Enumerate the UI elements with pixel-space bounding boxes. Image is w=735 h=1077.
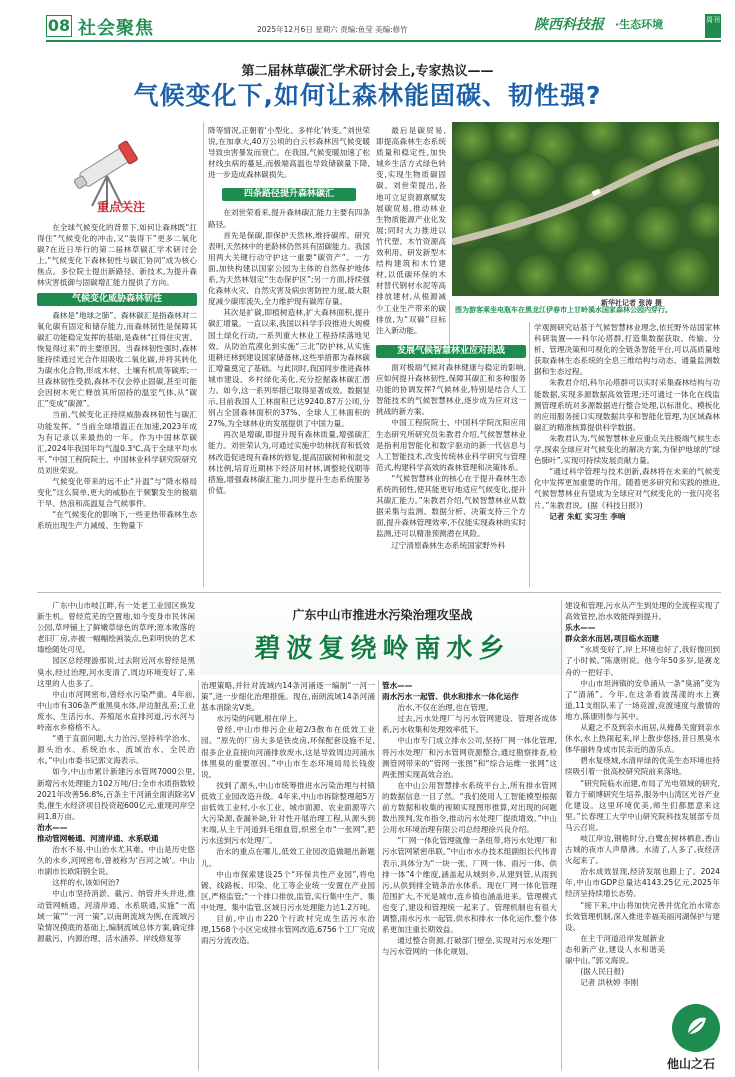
paragraph: 过去,污水处理厂与污水管网建设、管理各成体系,污水收集和处理效率低下。 [382, 714, 557, 735]
subhead: 群众亲水而居,项目临水而建 [565, 634, 660, 644]
paragraph: 建设和管理,污水从产生到处理的全流程实现了高效管控,治水效能得到提升。 [565, 601, 720, 622]
paragraph: 治水不易,中山治水尤其难。中山是历史悠久的水乡,河网密布,曾被称为‘百河之城’。中山市副市长欧阳钢全说。 [37, 845, 195, 877]
column-divider [378, 680, 379, 1070]
article2-column-4 [565, 600, 720, 1070]
subhead-banner: 气候变化威胁森林韧性 [37, 293, 197, 306]
column-divider [561, 600, 562, 1070]
paragraph: 中山市河网密布,曾经水污染严重。4年前,中山市有306条严重黑臭水体,岸边脏乱差;工业废水、生活污水、养殖尾水直排河道,污水河与岭南水乡格格不入。 [37, 689, 195, 733]
article-divider [37, 592, 721, 593]
paragraph: 水污染的问题,根在岸上。 [216, 714, 303, 724]
article2-kicker: 广东中山市推进水污染治理攻坚战 [292, 608, 473, 622]
paragraph: 找到了源头,中山市统筹推进水污染治理与村镇低效工业园改造升级。4年来,中山市拆除整理超5万亩低效工业村,小水工业、城市面源、农业面源等六大污染源,查漏补缺,针对性开展治理工程,从源头到末端,从主干河道到毛细血管,织密全市“一张网”,把污水送到污水处理厂。 [201, 780, 375, 846]
paragraph: 治水的重点在哪儿,低效工业园改造做题出新题儿。 [201, 847, 375, 868]
subhead: 推动管网畅通、河清岸通、水系联通 [37, 833, 159, 843]
paragraph: (据人民日报) [580, 967, 625, 977]
paragraph: “在气候变化的影响下,一些亚热带森林生态系统出现生产力减缓、生物量下 [37, 510, 197, 531]
paragraph: “水质变好了,岸上环境也好了,我好像回到了小时候。”陈康则说。他今年50多岁,是赛龙舟的一把好手。 [565, 645, 720, 677]
paragraph: 首先是保碳,即保护天然林,维持碳库。研究表明,天然林中的老龄林仍然具有固碳能力。我国用两大关键行动守护这一重要“碳资产”。一方面,加快构建以国家公园为主体的自然保护地体系,为天然林划定“生态保护区”;另一方面,持续强化森林火灾、自然灾害及病虫害防控力度,最大限度减少碳库流失,全力维护现有碳库存量。 [208, 230, 370, 307]
subhead: 乐水—— [565, 623, 596, 633]
paragraph: 朱教君介绍,科尔沁塔群可以实时采集森林结构与功能数据,实现多源数据高效管理;还可通过一体化在线监测管理系统对多源数据进行整合处理,以标准化、模板化的应用服务接口实现数据共享和智能化管理,为区域森林碳汇的精准核算提供科学数据。 [534, 378, 720, 432]
focus-tag: 重点关注 [97, 200, 146, 214]
paragraph: “研究院临水而建,布局了光电领域的研究,着力于硕博研究生培养,服务中山湾区光谷产业化建设。这里环境优美,师生们都愿意来这里。”长春理工大学中山研究院科技发展部专员马云召说。 [565, 778, 720, 832]
paragraph: 中山市坦洲镇的安阜涌从一条“臭涌”变为了“清涌”。今年,在这条看波荡漾的水上赛道,11支组队来了一场竞渡,竞渡速度与激情的地方,陈康则参与其中。 [565, 678, 720, 721]
paragraph: 如今,中山市累计新建污水管网7000公里,新增污水处理能力102万吨/日;全市水质指数较2021年改善56.8%,百条主干河涌全面消除劣V类,催生水经济项目投资超600亿元,重现河岸空间1.8万亩。 [37, 767, 195, 821]
paragraph: 再次是增碳,即提升现有森林质量,增强碳汇能力。刘世荣认为,可通过实施中幼林抚育和低效林改造促进现有森林的修复,提高固碳树种和混交林比例,培育近期林下经济用材林,调整轮伐期等措施,增强森林碳汇能力,同步提升生态系统服务价值。 [208, 430, 370, 495]
paragraph: 园区总经理游那说,过去附近河水曾经是黑臭水,经过治理,河水变清了,周边环境变好了,来这里的人也多了。 [37, 656, 195, 688]
paper-title: 陕西科技报 [534, 17, 604, 33]
paragraph: 从避之不及到亲水而居,从掩鼻关窗到亲水休水,水上热闹起来,岸上散步悠扬,昔日黑臭水体华丽转身成市民亲近的游乐点。 [565, 723, 720, 755]
paragraph: 面对极端气候对森林健康与稳定的影响,应如何提升森林韧性,保障其碳汇和多种服务功能的协调发挥?气候林业,特别是结合人工智能技术的气候智慧林业,逐步成为应对这一挑战的新方案。 [376, 363, 526, 417]
article1-column-1 [37, 222, 197, 587]
paragraph: “通过科学管理与技术创新,森林将在未来的气候变化中发挥更加重要的作用。随着更多研究和实践的推进,气候智慧林业有望成为全球应对气候变化的一张闪亮名片。”朱教君说。(据《科技日报》) [534, 467, 720, 510]
paragraph: “勇于直面问题,大力治污,坚持科学治水、源头治水、系统治水、流域治水、全民治水。”中山市委书记郭文海表示。 [37, 734, 195, 766]
paragraph: 中山市探索建设25个“环保共性产业园”,将电镀、线路板、印染、化工等企业统一安置在产业园区,严格监管;“一个排口排放,监管,实行集中生产、集中处理、集中监管,区域日污水处理能力达1.2万吨。 [201, 869, 375, 912]
paragraph: 当前,气候变化正持续威胁森林韧性与碳汇功能发挥。“当前全球增温正在加速,2023年成为有记录以来最热的一年。作为中国林草碳汇,2024年我国年均气温0.3℃,高于全球平均水平。”中国工程院院士、中国林业科学研究院研究员刘世荣说。 [37, 410, 197, 475]
article2-column-2 [201, 680, 375, 1070]
column-divider [198, 680, 199, 1070]
dateline: 2025年12月6日 星期六 责编:鱼莹 美编:修竹 [257, 25, 408, 34]
paragraph: “厂网一体化管理就像一条纽带,将污水处理厂和污水管网紧密串联。”中山市水办技术组副组长代伟青表示,具体分为“一块一张、厂网一体、雨污一体、供排一体”4个维度,涵盖起从城到乡,从建到管,从雨到污,从供到排全链条治水体系。现在厂网一体化管理范围扩大,不光是城市,连乡镇也涵盖进来。管理模式也变了,建设和管理统一起来了。管理机制也有很大调整,雨水污水一起管,供水和排水一体化运作,整个体系更加注重长期效益。 [382, 836, 557, 935]
article1-title: 气候变化下,如何让森林能固碳、韧性强? [133, 81, 602, 110]
article2-column-1 [37, 600, 195, 1070]
paragraph: 森林是“地球之肺”。森林碳汇是指森林对二氧化碳有固定和储存能力,而森林韧性是保障其碳汇功能稳定发挥的基础,是森林“扛得住灾害、恢复得过来”的主要原因。当森林韧性强时,森林能持续通过光合作用吸收二氧化碳,并将其转化为碳水化合物,形成木材、土壤有机质等碳库;一旦森林韧性受损,森林不仅会停止固碳,甚至可能会因树木死亡释放其所固持的温室气体,从“碳汇”变成“碳源”。 [37, 310, 197, 409]
paragraph: 在主干河道沿岸发展新业态和新产业,建设人水和谐美丽中山。”郭文海说。 [565, 933, 665, 965]
paragraph: 目前,中山市220个行政村完成生活污水治理,1568个小区完成排水管网改造,6756个工厂完成雨污分流改造。 [201, 913, 375, 946]
column-divider [203, 122, 204, 587]
paragraph: 在刘世荣看来,提升森林碳汇能力主要有四条路径。 [208, 208, 370, 229]
paragraph: 治水成效显现,经济发展也跟上了。2024年,中山市GDP总量达4143.25亿元,2025年经济呈持续增长态势。 [565, 867, 720, 899]
paragraph: 降等情况,正朝着‘小型化、多样化’转变。”刘世荣说,在加拿大,40万公顷的白云杉森林因气候变暖导致虫害暴发而衰亡。在我国,气候变暖加速了松材线虫病的蔓延,而极端高温也导致储碳量下降,进一步造成森林碳损失。 [208, 126, 370, 180]
column-logo-text: 他山之石 [667, 1057, 716, 1071]
paragraph: 治理策略,并针对流域内14条河涌逐一编制“一河一策”,进一步细化治理措施。现在,南朗流域14条河涌基本消除劣V类。 [201, 681, 375, 713]
subhead-banner: 发展气候智慧林业应对挑战 [376, 345, 526, 358]
paragraph: 在全球气候变化的背景下,如何让森林既“扛得住”气候变化的冲击,又“装得下”更多二氧化碳?在近日举行的第二届林草碳汇学术研讨会上,“气候变化下森林韧性与碳汇协同”成为核心焦点。多位院士提出新路径、新技术,为提升森林灾害抵御与固碳增汇能力提供了方向。 [37, 223, 197, 288]
source: 记者 洪秋婷 李刚 [580, 978, 639, 988]
forest-photo [452, 122, 719, 296]
issue-badge: 周刊 [705, 14, 721, 38]
paragraph: 其次是扩碳,即植树造林,扩大森林面积,提升碳汇增量。一直以来,我国以科学手段推进大规模国土绿化行动,一系列重大林业工程持续落地见效。从防治荒漠化到实施“三北”防护林,从实施退耕还林到建设国家储备林,这些举措都为森林碳汇增量奠定了基础。与此同时,我国同步推进森林城市建设、乡村绿化美化,充分挖掘森林碳汇潜力。如今,这一系列举措已取得显著成效。数据显示,目前我国人工林面积已达9240.87万公顷,分别占全国森林面积的37%、全球人工林面积的27%,为全球林业的发展提供了中国力量。 [208, 308, 370, 429]
spacer [376, 332, 446, 342]
paragraph: “气候智慧林业的核心在于提升森林生态系统的韧性,使其能更好地适应气候变化,提升其碳汇能力。”朱教君介绍,气候智慧林业从数据采集与监测、数据分析、决策支持三个方面,提升森林管理效率,不仅能实现森林的实时监测,还可以精准预测潜在风险。 [376, 473, 526, 539]
byline: 记者 朱虹 实习生 李响 [549, 511, 626, 521]
paragraph: “接下来,中山将加快完善并优化治水常态长效管理机制,深入推进幸福美丽河湖保护与建设。 [565, 900, 720, 932]
paragraph: 中国工程院院士、中国科学院沈阳应用生态研究所研究员朱教君介绍,气候智慧林业是指利用智能化和数字驱动的新一代信息与人工智能技术,改变传统林业科学研究与管理范式,构建科学高效的森林管理和决策体系。 [376, 418, 526, 472]
paragraph: 最后是碳贸易,即提高森林生态系统质量和稳定性,加快城乡生活方式绿色转变,实现生物质碳固碳。刘世荣提出,各地可立足资源禀赋发展碳贸易,推动林业生物质能源产业化发展;同时大力推进以竹代塑、木竹资源高效利用、研发新型木结构建筑和木竹建材,以低碳环保的木材替代钢材水泥等高排放建材,从根源减少工业生产带来的碳排放,为“双碳”目标注入新动能。 [376, 126, 446, 335]
subhead: 雨水污水一起管、供水和排水一体化运作 [382, 692, 519, 702]
article1-kicker: 第二届林草碳汇学术研讨会上,专家热议—— [241, 64, 494, 79]
paragraph: 曾经,中山市排污企业超2/3散布在低效工业园。“原先的厂房大多是铁皮房,环保配套设施不足,很多企业直接向河涌排放废水,这是导致周边河涌水体黑臭的重要原因。”中山市生态环境局局长钱俊说。 [201, 725, 375, 779]
photo-caption: 图为游客乘坐电瓶车在黑龙江伊春市上甘岭溪水国家森林公园内穿行。 [455, 306, 672, 314]
paragraph: 中山市专门成立排水公司,坚持厂网一体化管理,将污水处理厂和污水管网资源整合,通过勘察排查,检测管网带来的“管网一张图”和“综合运维一张网”这两张图实现高效合治。 [382, 736, 557, 779]
subhead: 治水—— [37, 822, 68, 832]
subhead-banner-wrap [376, 345, 526, 358]
paragraph: 中山市坚持消淤、截污、纳管并头并进,推动管网畅通、河清岸通、水系联通,实施“一流域一策”“一河一策”,以南朗流域为例,在流域污染情况摸底的基础上,编制流域总体方案,确定排源截污、内源治理、活水涵养、岸线修复等 [37, 889, 195, 943]
paragraph: 广东中山市岐江畔,有一处老工业园区焕发新生机。曾经荒芜的空置地,如今变身市民休闲公园,草坪铺上了鲜嫩草绿色的草坪;原本败落的老旧厂房,亦被一幅幅绘画装点,色彩明快的艺术墙绘随处可见。 [37, 601, 195, 655]
subhead: 管水—— [382, 681, 413, 690]
article2-column-3 [382, 680, 557, 1070]
article1-column-3-text [376, 362, 526, 587]
article2-title: 碧波复绕岭南水乡 [254, 634, 511, 664]
paragraph: 辽宁清原森林生态系统国家野外科 [391, 540, 506, 550]
column-logo-icon [672, 1004, 720, 1052]
article1-column-2 [208, 125, 370, 587]
paragraph: 治水,不仅在治理,也在管理。 [397, 703, 494, 713]
section-title: 社会聚焦 [78, 18, 154, 39]
article1-column-3-top [376, 125, 446, 345]
paragraph: 学观测研究站基于气候智慧林业理念,依托野外站国家林科研装置——科尔沁塔群,打造集数据获取、传输、分析、管理决策和可视化的全链条智能平台,可以高质量地获取森林生态系统的全息三维结构与动态、通量监测数据和生态过程。 [534, 323, 720, 377]
channel-name: ·生态环境 [615, 18, 664, 31]
paragraph: 朱教君认为,气候智慧林业应重点关注极端气候生态学,探索全球应对气候变化的解决方案,为保护地球的“绿色肺叶”,实现可持续发展贡献力量。 [534, 433, 720, 466]
column-divider [529, 322, 530, 587]
paragraph: 这样的水,该如何治? [52, 878, 120, 888]
header-rule [46, 40, 721, 42]
paragraph: 通过整合资源,打破部门壁垒,实现对污水处理厂与污水管网的一体化规划、 [382, 936, 557, 957]
article1-column-4 [534, 322, 720, 587]
page-number: 08 [47, 16, 71, 35]
subhead-banner: 四条路径提升森林碳汇 [222, 188, 356, 201]
paragraph: 岐江岸边,钢桅时分,白鹭在树林栖息,香山古城的夜市人声鼎沸。水清了,人多了,夜经济火起来了。 [565, 833, 720, 866]
photo-credit: 新华社记者 张涛 摄 [601, 299, 662, 307]
paragraph: 碧水复绕城,水清岸绿的优美生态环境也持续吸引着一批高校研究院前来落地。 [565, 756, 720, 777]
paragraph: 气候变化带来的远不止“升温”与“降水格局变化”这么简单,更大的威胁在于频繁发生的极端干旱、热浪和高温复合气候事件。 [37, 476, 197, 509]
paragraph: 在中山公用智慧排水系统平台上,所有排水管网的数据信息一目了然。“我们使用人工智能模型根据前方数据和收集的视频实现图形推算,对出现的问题数出预判,发布指令,推动污水处理厂提质增效。”中山公用水环境治理有限公司总经理徐兴良介绍。 [382, 780, 557, 835]
